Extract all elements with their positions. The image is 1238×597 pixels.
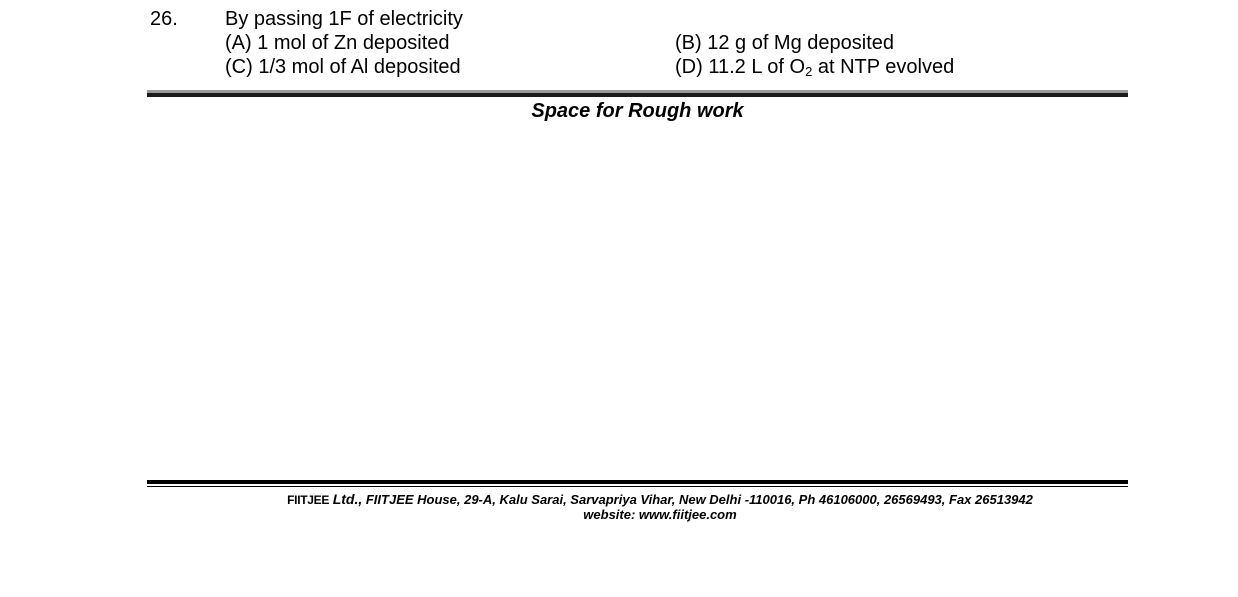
option-d-suffix: at NTP evolved (812, 56, 955, 78)
footer-divider-thin (147, 486, 1128, 487)
question-number: 26. (150, 8, 178, 30)
option-d-prefix: (D) 11.2 L of O (675, 56, 806, 78)
question-stem: By passing 1F of electricity (225, 8, 463, 30)
footer-ltd: Ltd., (332, 491, 363, 507)
rough-work-area (147, 128, 1128, 478)
footer-address-line (147, 491, 1113, 508)
footer-brand: FIITJEE (287, 493, 330, 507)
footer-divider-thick (147, 480, 1128, 484)
top-divider (147, 90, 1128, 97)
option-c: (C) 1/3 mol of Al deposited (225, 56, 461, 78)
option-a: (A) 1 mol of Zn deposited (225, 32, 450, 54)
footer-website: website: www.fiitjee.com (583, 507, 737, 522)
option-d (675, 55, 954, 81)
option-b: (B) 12 g of Mg deposited (675, 32, 895, 54)
option-d-subscript: 2 (805, 64, 813, 79)
footer-address: FIITJEE House, 29-A, Kalu Sarai, Sarvapriya Vihar, New Delhi -110016, Ph 46106000, 26569493, Fax 26513942 (365, 492, 1033, 507)
rough-work-title: Space for Rough work (531, 100, 744, 122)
